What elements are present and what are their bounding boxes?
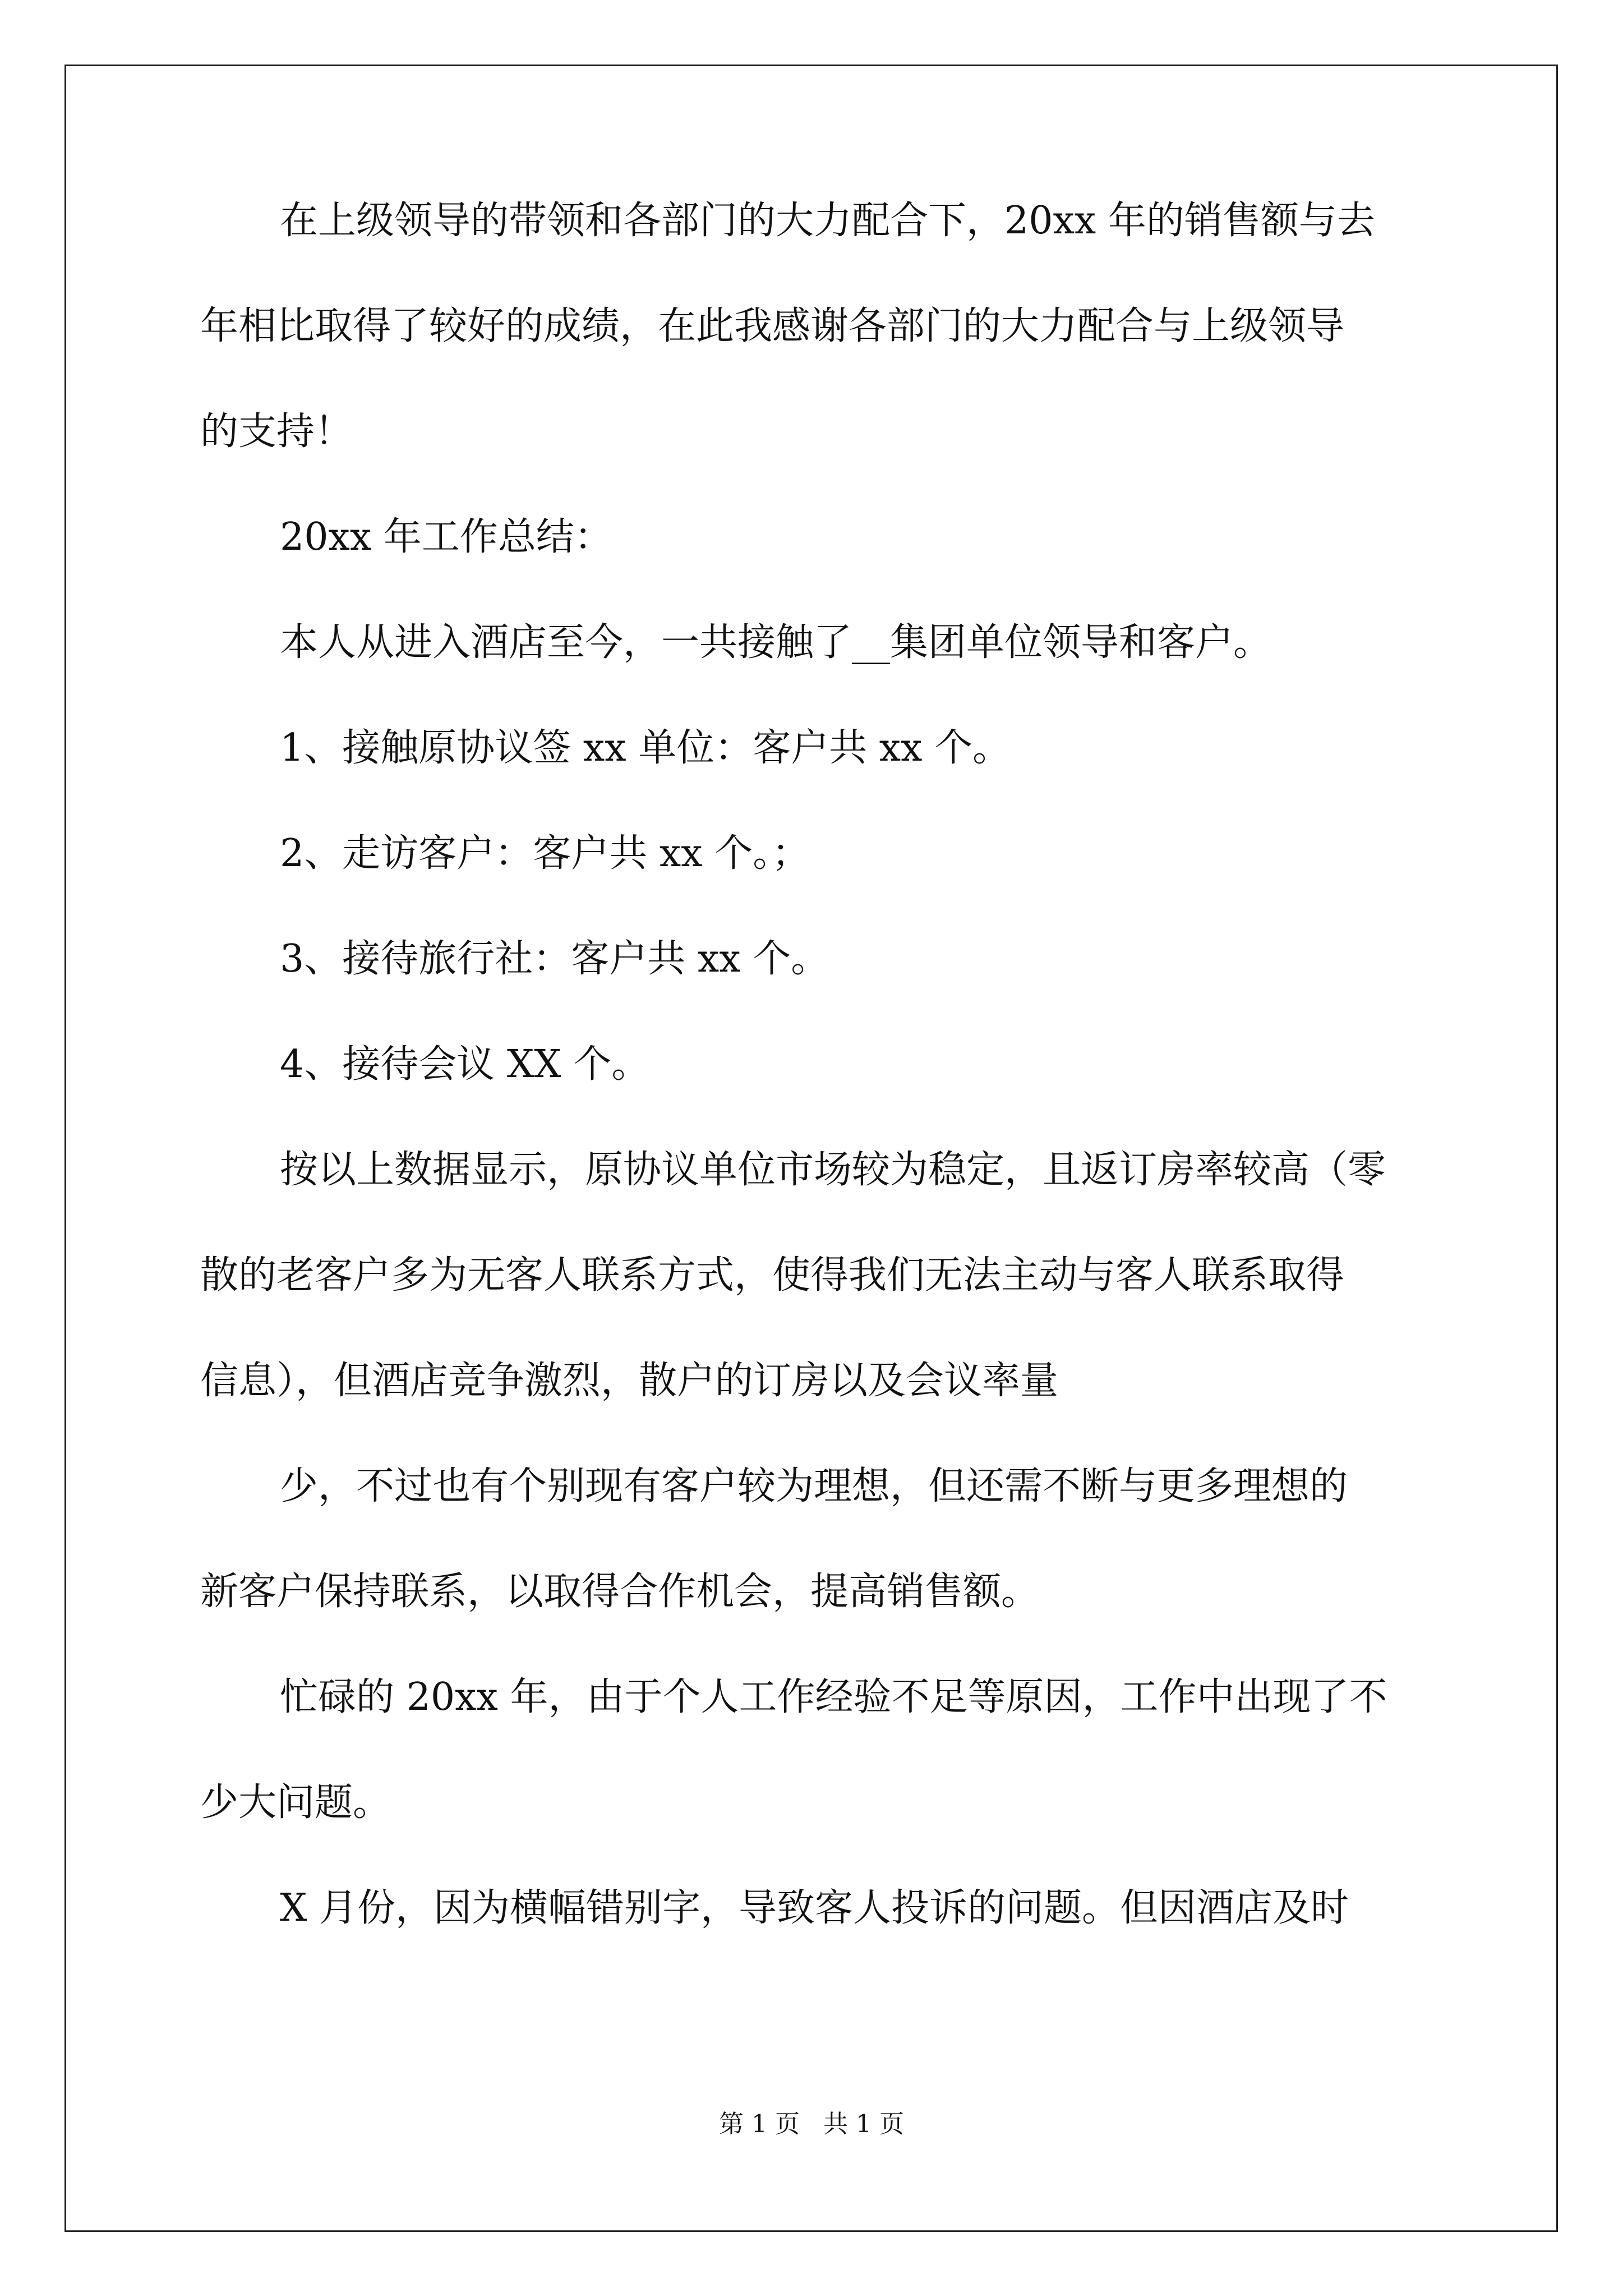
text-line-13: 少，不过也有个别现有客户较为理想，但还需不断与更多理想的: [280, 1464, 1348, 1508]
text-line-4: 20xx 年工作总结：: [280, 515, 612, 559]
text-line-1: 在上级领导的带领和各部门的大力配合下，20xx 年的销售额与去: [280, 199, 1375, 243]
text-line-15: 忙碌的 20xx 年，由于个人工作经验不足等原因，工作中出现了不: [280, 1675, 1387, 1719]
text-line-17: X 月份，因为横幅错别字，导致客人投诉的问题。但因酒店及时: [280, 1886, 1349, 1930]
text-line-10: 按以上数据显示，原协议单位市场较为稳定，且返订房率较高（零: [280, 1148, 1386, 1192]
text-line-2: 年相比取得了较好的成绩，在此我感谢各部门的大力配合与上级领导: [200, 304, 1345, 348]
text-line-3: 的支持！: [200, 409, 353, 454]
text-line-9: 4、接待会议 XX 个。: [280, 1042, 650, 1087]
page-footer: [0, 2112, 1623, 2137]
page-number: 第 1 页: [719, 2110, 800, 2138]
text-line-6: 1、接触原协议签 xx 单位：客户共 xx 个。: [280, 726, 1011, 770]
text-line-8: 3、接待旅行社：客户共 xx 个。: [280, 937, 829, 981]
text-line-11: 散的老客户多为无客人联系方式，使得我们无法主动与客人联系取得: [200, 1253, 1345, 1297]
text-line-12: 信息），但酒店竞争激烈，散户的订房以及会议率量: [200, 1359, 1059, 1403]
text-line-5: 本人从进入酒店至今，一共接触了__集团单位领导和客户。: [280, 620, 1272, 665]
text-line-16: 少大问题。: [200, 1780, 391, 1825]
page-total: 共 1 页: [823, 2110, 904, 2138]
text-line-14: 新客户保持联系，以取得合作机会，提高销售额。: [200, 1570, 1040, 1614]
text-line-7: 2、走访客户：客户共 xx 个。；: [280, 831, 810, 876]
